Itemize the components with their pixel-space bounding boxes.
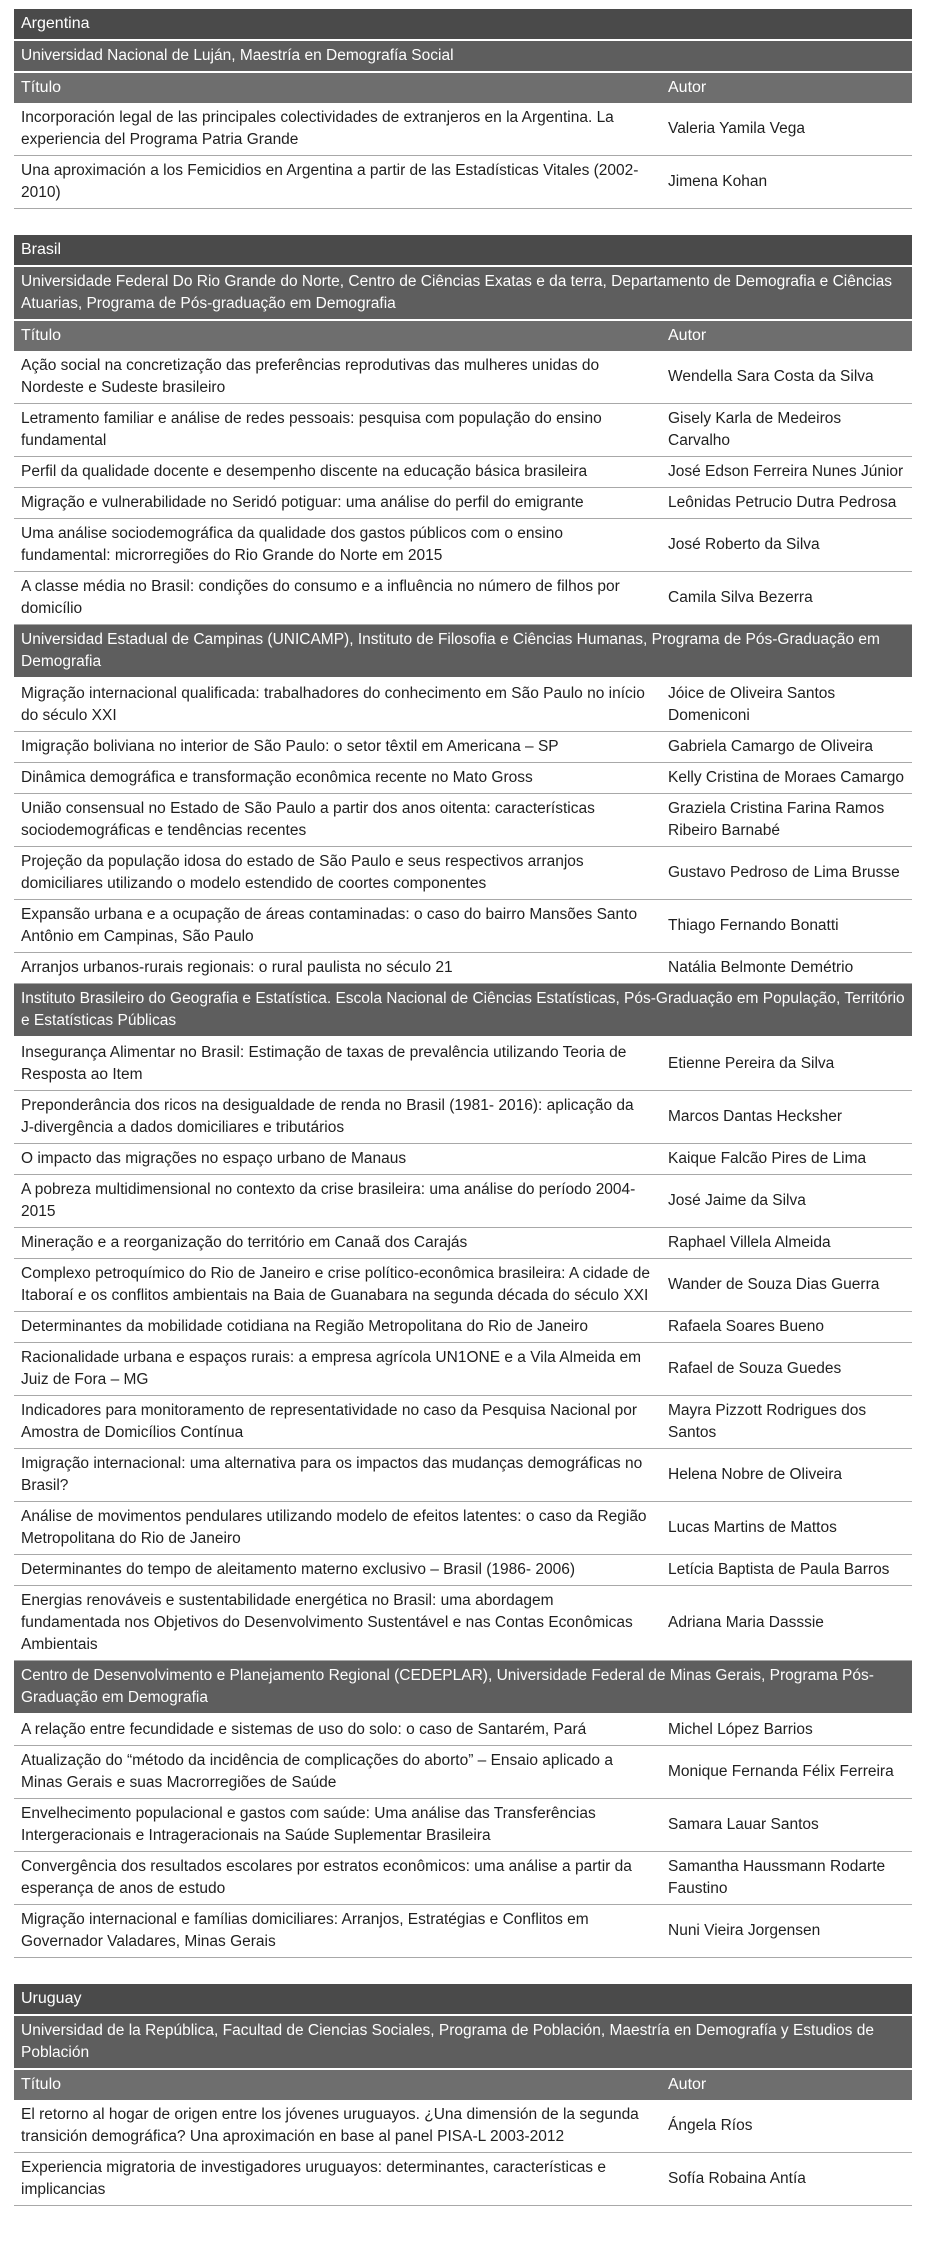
thesis-author: Camila Silva Bezerra [668, 589, 813, 606]
institution-name: Universidad de la República, Facultad de Ciencias Sociales, Programa de Población, Maestría en Demografía y Estudios de Población [14, 2016, 912, 2070]
table-row [14, 156, 912, 209]
thesis-title: Determinantes da mobilidade cotidiana na Região Metropolitana do Rio de Janeiro [21, 1318, 588, 1335]
thesis-title: Migração internacional qualificada: trabalhadores do conhecimento em São Paulo no início do século XXI [21, 685, 645, 724]
thesis-author: Monique Fernanda Félix Ferreira [668, 1763, 894, 1780]
thesis-author: Kelly Cristina de Moraes Camargo [668, 769, 905, 786]
thesis-author: José Roberto da Silva [668, 536, 820, 553]
thesis-author: Wander de Souza Dias Guerra [668, 1276, 880, 1293]
thesis-author: Marcos Dantas Hecksher [668, 1108, 843, 1125]
column-header-author: Autor [668, 327, 707, 344]
thesis-title: Preponderância dos ricos na desigualdade de renda no Brasil (1981- 2016): aplicação da J-divergência a dados domiciliares e tributários [21, 1097, 634, 1136]
table-row [14, 1038, 912, 1091]
table-row [14, 1799, 912, 1852]
thesis-author: Adriana Maria Dasssie [668, 1614, 824, 1631]
thesis-author: Mayra Pizzott Rodrigues dos Santos [668, 1402, 867, 1441]
institution-name: Universidad Estadual de Campinas (UNICAMP), Instituto de Filosofia e Ciências Humanas, Programa de Pós-Graduação em Demografia [14, 625, 912, 679]
thesis-title: Energias renováveis e sustentabilidade energética no Brasil: uma abordagem fundamentada nos Objetivos do Desenvolvimento Sustentável e nas Contas Econômicas Ambientais [21, 1592, 633, 1653]
thesis-title: Mineração e a reorganização do território em Canaã dos Carajás [21, 1234, 468, 1251]
thesis-title: Arranjos urbanos-rurais regionais: o rural paulista no século 21 [21, 959, 453, 976]
thesis-author: Letícia Baptista de Paula Barros [668, 1561, 890, 1578]
country-name: Argentina [14, 9, 912, 41]
thesis-title: A classe média no Brasil: condições do consumo e a influência no número de filhos por domicílio [21, 578, 620, 617]
table-row [14, 732, 912, 763]
country-section [14, 235, 912, 1958]
thesis-author: Rafaela Soares Bueno [668, 1318, 824, 1335]
thesis-title: Convergência dos resultados escolares por estratos econômicos: uma análise a partir da esperança de anos de estudo [21, 1858, 632, 1897]
table-row [14, 794, 912, 847]
thesis-title: Expansão urbana e a ocupação de áreas contaminadas: o caso do bairro Mansões Santo Antônio em Campinas, São Paulo [21, 906, 638, 945]
thesis-title: Migração e vulnerabilidade no Seridó potiguar: uma análise do perfil do emigrante [21, 494, 584, 511]
thesis-title: Determinantes do tempo de aleitamento materno exclusivo – Brasil (1986- 2006) [21, 1561, 575, 1578]
column-header-author: Autor [668, 2076, 707, 2093]
thesis-author: Graziela Cristina Farina Ramos Ribeiro Barnabé [668, 800, 885, 839]
thesis-title: União consensual no Estado de São Paulo a partir dos anos oitenta: características sociodemográficas e tendências recentes [21, 800, 595, 839]
table-row [14, 519, 912, 572]
table-row [14, 1175, 912, 1228]
thesis-author: Etienne Pereira da Silva [668, 1055, 835, 1072]
country-name: Brasil [14, 235, 912, 267]
table-row [14, 1091, 912, 1144]
thesis-title: Imigração boliviana no interior de São Paulo: o setor têxtil em Americana – SP [21, 738, 559, 755]
thesis-author: Jóice de Oliveira Santos Domeniconi [668, 685, 836, 724]
thesis-title: Envelhecimento populacional e gastos com saúde: Uma análise das Transferências Intergeracionais e Intrageracionais na Saúde Suplementar Brasileira [21, 1805, 596, 1844]
thesis-author: Gabriela Camargo de Oliveira [668, 738, 874, 755]
thesis-author: Wendella Sara Costa da Silva [668, 368, 874, 385]
thesis-author: Nuni Vieira Jorgensen [668, 1922, 821, 1939]
thesis-author: Samara Lauar Santos [668, 1816, 819, 1833]
thesis-author: Raphael Villela Almeida [668, 1234, 831, 1251]
table-row [14, 488, 912, 519]
thesis-author: José Jaime da Silva [668, 1192, 806, 1209]
table-row [14, 1586, 912, 1661]
thesis-author: Thiago Fernando Bonatti [668, 917, 839, 934]
thesis-title: Imigração internacional: uma alternativa para os impactos das mudanças demográficas no Brasil? [21, 1455, 643, 1494]
table-row [14, 351, 912, 404]
thesis-title: Migração internacional e famílias domiciliares: Arranjos, Estratégias e Conflitos em Governador Valadares, Minas Gerais [21, 1911, 589, 1950]
thesis-author: Sofía Robaina Antía [668, 2170, 806, 2187]
thesis-listing [14, 9, 912, 2232]
country-section [14, 1984, 912, 2206]
thesis-author: Helena Nobre de Oliveira [668, 1466, 843, 1483]
table-row [14, 2153, 912, 2206]
country-name: Uruguay [14, 1984, 912, 2016]
table-row [14, 1746, 912, 1799]
column-header-title: Título [21, 79, 62, 96]
thesis-author: Kaique Falcão Pires de Lima [668, 1150, 867, 1167]
thesis-title: Incorporación legal de las principales colectividades de extranjeros en la Argentina. La experiencia del Programa Patria Grande [21, 109, 614, 148]
thesis-author: Valeria Yamila Vega [668, 120, 806, 137]
institution-name: Universidade Federal Do Rio Grande do Norte, Centro de Ciências Exatas e da terra, Departamento de Demografia e Ciências Atuarias, Programa de Pós-graduação em Demografia [14, 267, 912, 321]
thesis-title: Complexo petroquímico do Rio de Janeiro e crise político-econômica brasileira: A cidade de Itaboraí e os conflitos ambientais na Baia de Guanabara na segunda década do século XXI [21, 1265, 650, 1304]
country-section [14, 9, 912, 209]
thesis-title: Perfil da qualidade docente e desempenho discente na educação básica brasileira [21, 463, 588, 480]
column-header [14, 2070, 912, 2100]
table-row [14, 1555, 912, 1586]
column-header [14, 73, 912, 103]
table-row [14, 953, 912, 984]
institution-name: Universidad Nacional de Luján, Maestría en Demografía Social [14, 41, 912, 73]
table-row [14, 404, 912, 457]
table-row [14, 1502, 912, 1555]
table-row [14, 679, 912, 732]
thesis-title: Análise de movimentos pendulares utilizando modelo de efeitos latentes: o caso da Região Metropolitana do Rio de Janeiro [21, 1508, 647, 1547]
thesis-author: Lucas Martins de Mattos [668, 1519, 837, 1536]
thesis-author: Gisely Karla de Medeiros Carvalho [668, 410, 842, 449]
column-header [14, 321, 912, 351]
column-header-title: Título [21, 327, 62, 344]
table-row [14, 1396, 912, 1449]
thesis-title: Indicadores para monitoramento de representatividade no caso da Pesquisa Nacional por Amostra de Domicílios Contínua [21, 1402, 638, 1441]
institution-name: Centro de Desenvolvimento e Planejamento Regional (CEDEPLAR), Universidade Federal de Minas Gerais, Programa Pós-Graduação em Demografia [14, 1661, 912, 1715]
table-row [14, 1852, 912, 1905]
column-header-author: Autor [668, 79, 707, 96]
table-row [14, 1715, 912, 1746]
thesis-title: Racionalidade urbana e espaços rurais: a empresa agrícola UN1ONE e a Vila Almeida em Juiz de Fora – MG [21, 1349, 642, 1388]
table-row [14, 763, 912, 794]
thesis-author: Leônidas Petrucio Dutra Pedrosa [668, 494, 897, 511]
thesis-title: Dinâmica demográfica e transformação econômica recente no Mato Gross [21, 769, 533, 786]
thesis-title: Una aproximación a los Femicidios en Argentina a partir de las Estadísticas Vitales (2002-2010) [21, 162, 639, 201]
table-row [14, 457, 912, 488]
thesis-author: Gustavo Pedroso de Lima Brusse [668, 864, 900, 881]
table-row [14, 1449, 912, 1502]
table-row [14, 1312, 912, 1343]
thesis-title: Uma análise sociodemográfica da qualidade dos gastos públicos com o ensino fundamental: microrregiões do Rio Grande do Norte em 2015 [21, 525, 563, 564]
thesis-title: Projeção da população idosa do estado de São Paulo e seus respectivos arranjos domiciliares utilizando o modelo estendido de coortes componentes [21, 853, 584, 892]
table-row [14, 900, 912, 953]
institution-name: Instituto Brasileiro do Geografia e Estatística. Escola Nacional de Ciências Estatísticas, Pós-Graduação em População, Território e Estatísticas Públicas [14, 984, 912, 1038]
thesis-title: Experiencia migratoria de investigadores uruguayos: determinantes, características e implicancias [21, 2159, 606, 2198]
thesis-title: A relação entre fecundidade e sistemas de uso do solo: o caso de Santarém, Pará [21, 1721, 587, 1738]
table-row [14, 1228, 912, 1259]
table-row [14, 2100, 912, 2153]
thesis-title: Ação social na concretização das preferências reprodutivas das mulheres unidas do Nordeste e Sudeste brasileiro [21, 357, 600, 396]
table-row [14, 1905, 912, 1958]
thesis-title: Letramento familiar e análise de redes pessoais: pesquisa com população do ensino fundamental [21, 410, 602, 449]
table-row [14, 1259, 912, 1312]
thesis-author: Michel López Barrios [668, 1721, 813, 1738]
thesis-title: O impacto das migrações no espaço urbano de Manaus [21, 1150, 407, 1167]
table-row [14, 1343, 912, 1396]
thesis-author: Natália Belmonte Demétrio [668, 959, 854, 976]
thesis-title: A pobreza multidimensional no contexto da crise brasileira: uma análise do período 2004-2015 [21, 1181, 636, 1220]
thesis-author: Ángela Ríos [668, 2117, 753, 2134]
thesis-author: Rafael de Souza Guedes [668, 1360, 842, 1377]
thesis-title: Atualização do “método da incidência de complicações do aborto” – Ensaio aplicado a Minas Gerais e suas Macrorregiões de Saúde [21, 1752, 613, 1791]
column-header-title: Título [21, 2076, 62, 2093]
table-row [14, 1144, 912, 1175]
table-row [14, 103, 912, 156]
thesis-title: El retorno al hogar de origen entre los jóvenes uruguayos. ¿Una dimensión de la segunda transición demográfica? Una aproximación en base al panel PISA-L 2003-2012 [21, 2106, 639, 2145]
table-row [14, 847, 912, 900]
thesis-title: Insegurança Alimentar no Brasil: Estimação de taxas de prevalência utilizando Teoria de Resposta ao Item [21, 1044, 627, 1083]
table-row [14, 572, 912, 625]
thesis-author: José Edson Ferreira Nunes Júnior [668, 463, 904, 480]
thesis-author: Samantha Haussmann Rodarte Faustino [668, 1858, 886, 1897]
thesis-author: Jimena Kohan [668, 173, 768, 190]
